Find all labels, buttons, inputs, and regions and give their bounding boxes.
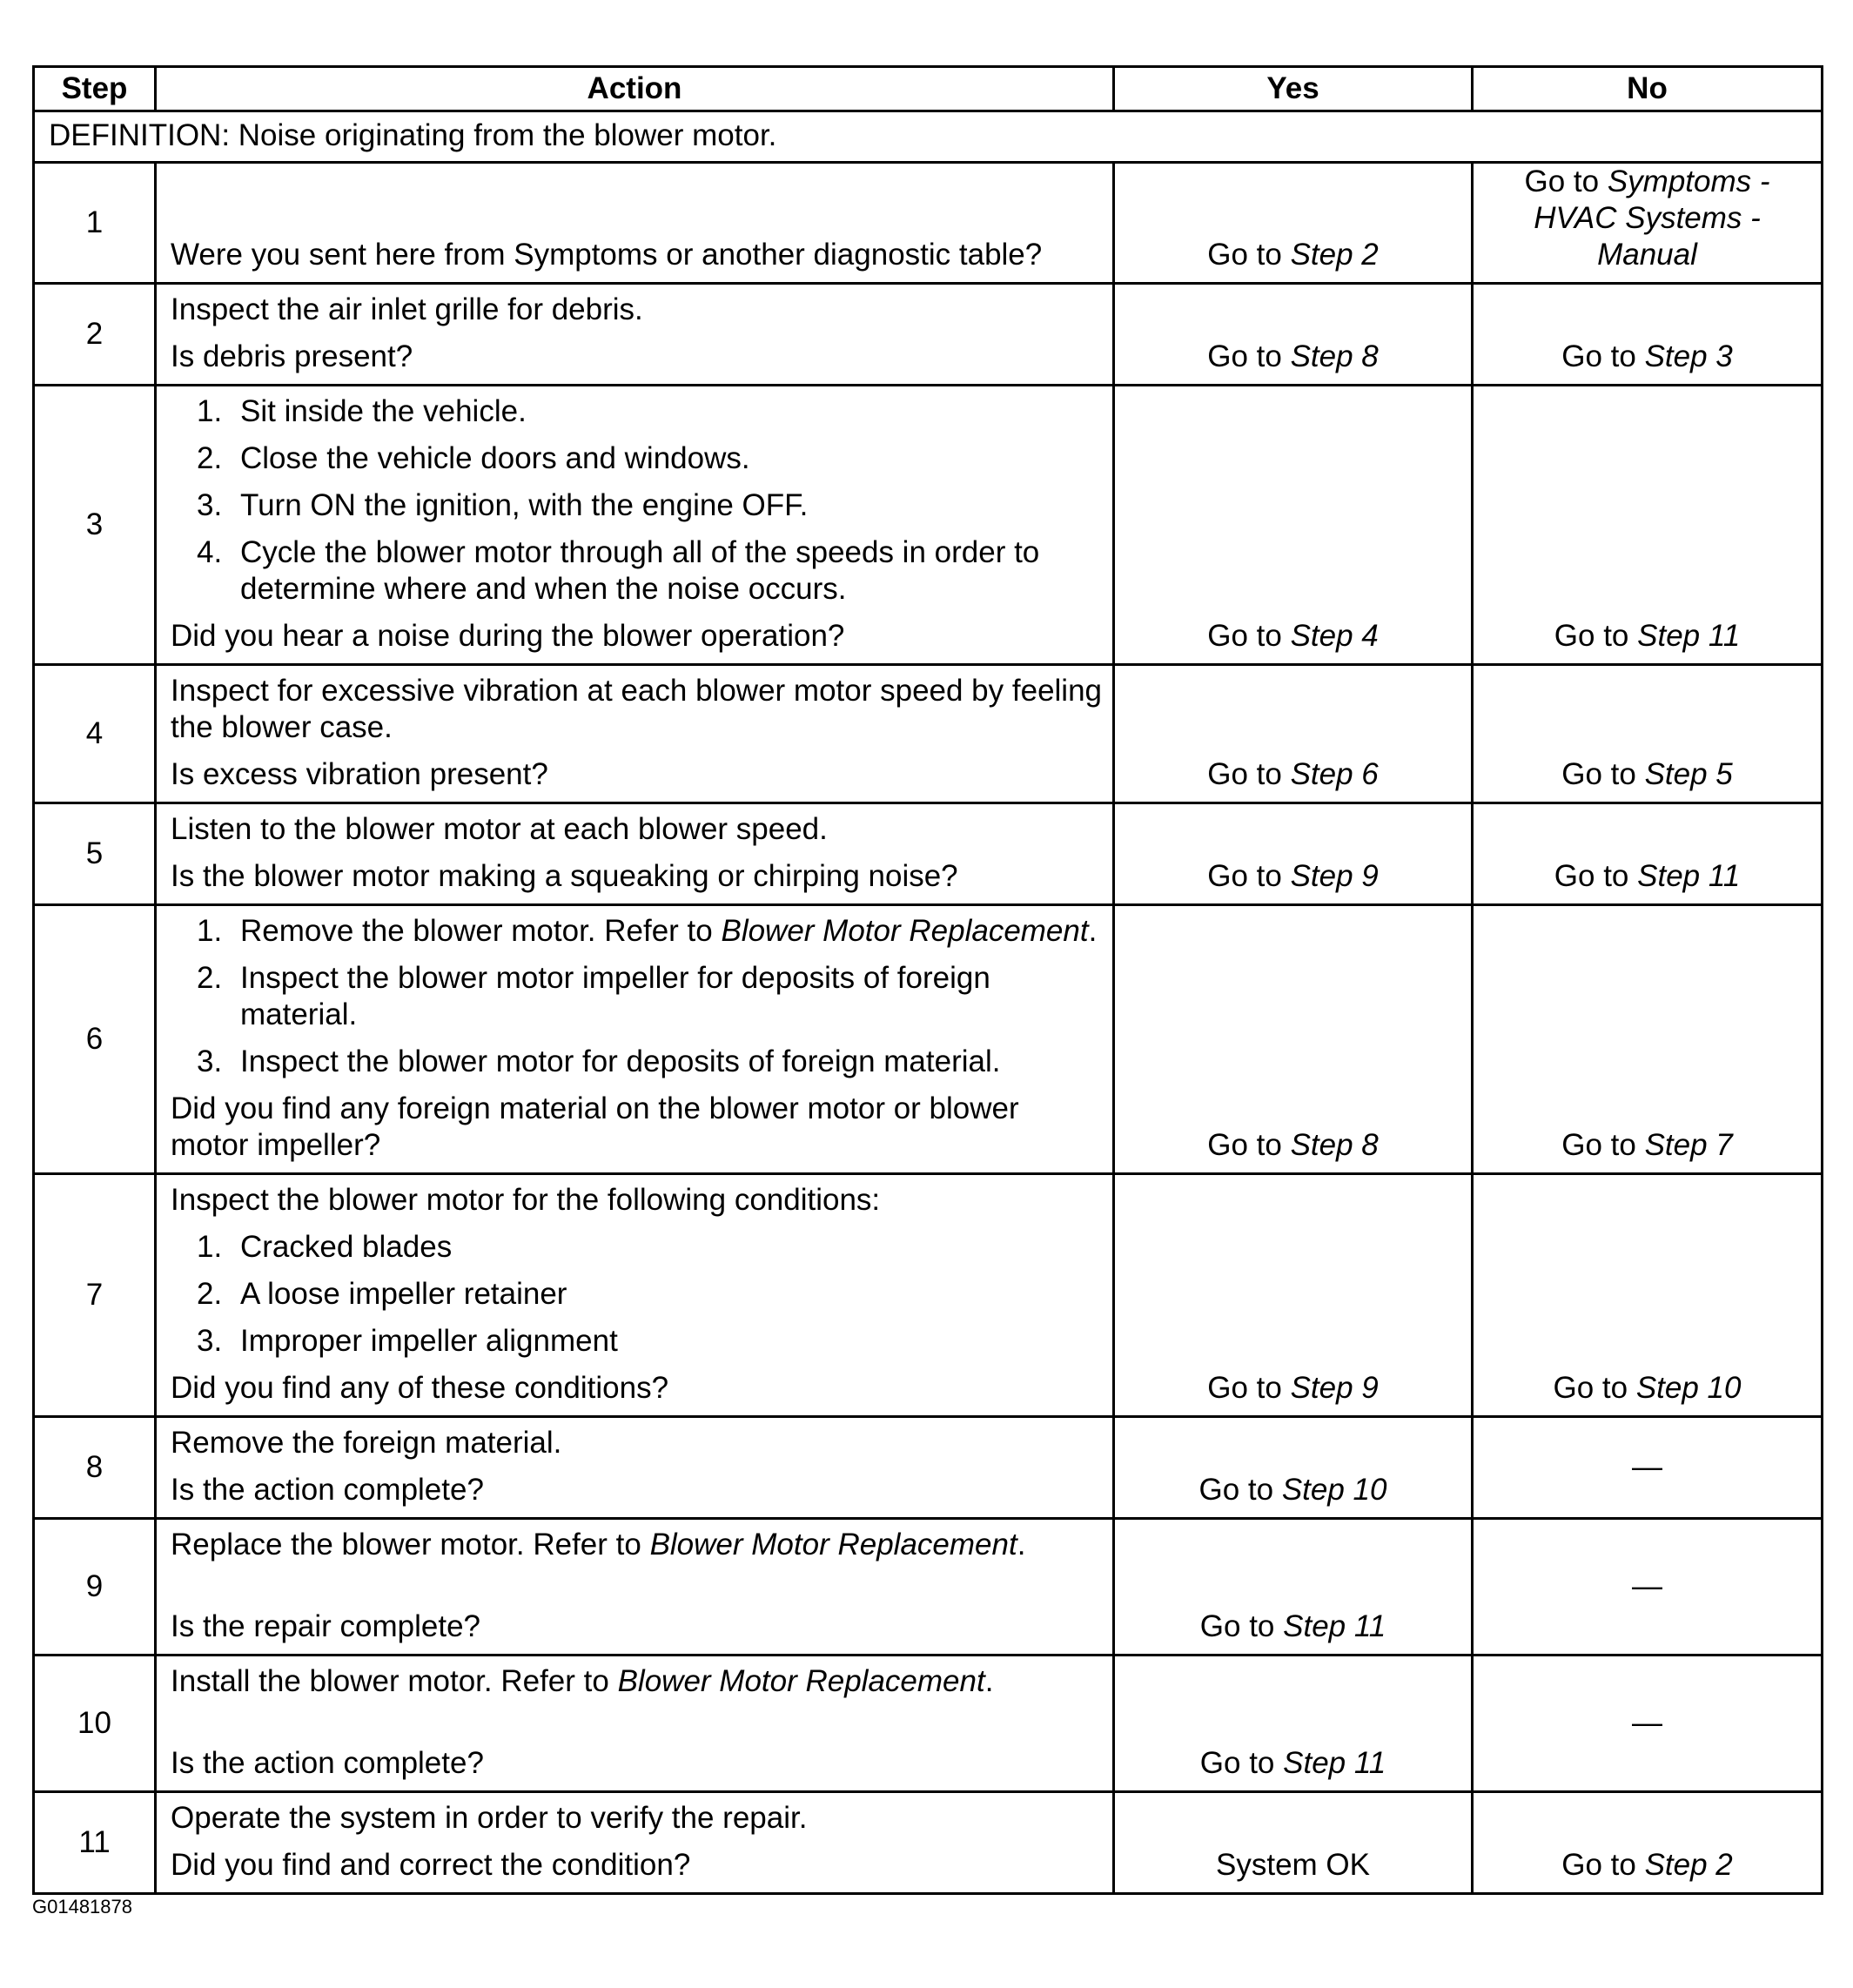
action-list-item (171, 487, 1102, 524)
step-number: 1 (34, 163, 156, 284)
action-text: Close the vehicle doors and windows. (240, 441, 750, 475)
action-text-suffix: . (1088, 914, 1098, 948)
step-number: 7 (34, 1174, 156, 1417)
action-text: A loose impeller retainer (240, 1277, 567, 1311)
list-text (240, 1230, 452, 1264)
table-row (34, 665, 1823, 803)
action-list-item (171, 1323, 1102, 1360)
no-text: Go to (1561, 757, 1645, 791)
header-action: Action (156, 67, 1114, 111)
action-text: Inspect for excessive vibration at each blower motor speed by feeling the blower case. (171, 674, 1103, 744)
action-line (171, 756, 1102, 793)
no-step-ref: Step 11 (1637, 619, 1741, 653)
action-text: Improper impeller alignment (240, 1324, 618, 1358)
yes-result (1114, 665, 1473, 803)
action-cell (156, 1792, 1114, 1894)
list-text (240, 535, 1039, 606)
no-result (1473, 1519, 1823, 1656)
action-list-item (171, 534, 1102, 608)
action-cell (156, 1417, 1114, 1519)
action-line (171, 237, 1102, 273)
list-number: 2. (197, 441, 223, 475)
step-number: 5 (34, 803, 156, 905)
list-text (240, 1324, 618, 1358)
header-row (34, 67, 1823, 111)
action-text: Cracked blades (240, 1230, 453, 1264)
no-result (1473, 163, 1823, 284)
action-line (171, 673, 1102, 746)
no-result (1473, 905, 1823, 1174)
step-number: 6 (34, 905, 156, 1174)
no-text: Go to (1553, 1371, 1636, 1405)
list-number: 3. (197, 488, 223, 522)
no-text: Go to (1561, 1848, 1645, 1882)
action-cell (156, 803, 1114, 905)
action-list-item (171, 393, 1102, 430)
yes-result (1114, 803, 1473, 905)
table-body (34, 111, 1823, 1894)
step-number: 8 (34, 1417, 156, 1519)
action-line (171, 1800, 1102, 1837)
no-text: Go to (1561, 339, 1645, 373)
action-text: Did you find any of these conditions? (171, 1371, 669, 1405)
list-text (240, 961, 990, 1031)
action-line (171, 811, 1102, 848)
figure-id: G01481878 (32, 1896, 132, 1917)
no-result (1473, 1174, 1823, 1417)
yes-result (1114, 284, 1473, 386)
table-row (34, 1417, 1823, 1519)
action-line (171, 1609, 1102, 1645)
no-text: — (1632, 1706, 1662, 1740)
yes-result (1114, 1792, 1473, 1894)
definition: DEFINITION: Noise originating from the blower motor. (34, 111, 1823, 163)
no-step-ref: Step 2 (1644, 1848, 1733, 1882)
action-line (171, 858, 1102, 895)
yes-step-ref: Step 11 (1283, 1609, 1386, 1643)
action-cell (156, 1656, 1114, 1792)
step-number: 3 (34, 386, 156, 665)
action-cell (156, 665, 1114, 803)
no-text: Go to (1554, 859, 1638, 893)
yes-text: Go to (1207, 1128, 1291, 1162)
list-number: 3. (197, 1324, 223, 1358)
action-list-item (171, 1229, 1102, 1266)
yes-text: Go to (1207, 859, 1291, 893)
definition-row (34, 111, 1823, 163)
diagnostic-table (32, 65, 1823, 1895)
no-step-ref: Step 7 (1644, 1128, 1733, 1162)
step-number: 9 (34, 1519, 156, 1656)
yes-result (1114, 905, 1473, 1174)
header-no: No (1473, 67, 1823, 111)
action-text: Remove the blower motor. Refer to (240, 914, 722, 948)
step-number: 2 (34, 284, 156, 386)
list-text (240, 1044, 1000, 1078)
table-row (34, 1792, 1823, 1894)
action-list-item (171, 440, 1102, 477)
no-result (1473, 803, 1823, 905)
no-text: Go to (1554, 619, 1638, 653)
step-number: 4 (34, 665, 156, 803)
reference-link-text: Blower Motor Replacement (617, 1664, 985, 1698)
action-line (171, 1527, 1102, 1563)
action-text: Cycle the blower motor through all of the speeds in order to determine where and when the noise occurs. (240, 535, 1040, 606)
yes-step-ref: Step 8 (1290, 339, 1379, 373)
yes-text: Go to (1198, 1473, 1282, 1507)
yes-text: Go to (1207, 619, 1291, 653)
table-row (34, 1656, 1823, 1792)
no-step-ref: Symptoms - HVAC Systems - Manual (1534, 165, 1770, 272)
yes-step-ref: Step 9 (1290, 859, 1379, 893)
action-cell (156, 386, 1114, 665)
no-result (1473, 1417, 1823, 1519)
yes-step-ref: Step 2 (1290, 238, 1379, 272)
yes-text: Go to (1207, 757, 1291, 791)
no-text: Go to (1561, 1128, 1645, 1162)
yes-step-ref: Step 8 (1290, 1128, 1379, 1162)
yes-text: System OK (1216, 1848, 1370, 1882)
yes-step-ref: Step 9 (1290, 1371, 1379, 1405)
step-number: 11 (34, 1792, 156, 1894)
list-number: 3. (197, 1044, 223, 1078)
action-line (171, 1745, 1102, 1782)
action-text: Were you sent here from Symptoms or another diagnostic table? (171, 238, 1043, 272)
action-text: Inspect the blower motor impeller for deposits of foreign material. (240, 961, 990, 1031)
action-text: Operate the system in order to verify the repair. (171, 1801, 808, 1835)
list-text (240, 1277, 567, 1311)
list-number: 1. (197, 394, 223, 428)
reference-link-text: Blower Motor Replacement (721, 914, 1089, 948)
action-text: Is the action complete? (171, 1473, 484, 1507)
no-step-ref: Step 10 (1635, 1371, 1742, 1405)
list-number: 2. (197, 961, 223, 995)
action-cell (156, 163, 1114, 284)
no-result (1473, 1792, 1823, 1894)
action-list-item (171, 960, 1102, 1033)
list-number: 1. (197, 1230, 223, 1264)
action-text: Is debris present? (171, 339, 413, 373)
action-line (171, 618, 1102, 655)
action-line (171, 1182, 1102, 1219)
list-text (240, 394, 527, 428)
yes-step-ref: Step 10 (1281, 1473, 1387, 1507)
no-result (1473, 284, 1823, 386)
yes-text: Go to (1207, 339, 1291, 373)
list-text (240, 441, 750, 475)
action-line (171, 339, 1102, 375)
yes-result (1114, 1417, 1473, 1519)
list-text (240, 488, 808, 522)
no-result (1473, 1656, 1823, 1792)
action-cell (156, 905, 1114, 1174)
table-row (34, 803, 1823, 905)
action-text: Install the blower motor. Refer to (171, 1664, 618, 1698)
yes-result (1114, 1519, 1473, 1656)
action-text: Inspect the blower motor for deposits of foreign material. (240, 1044, 1001, 1078)
table-row (34, 1174, 1823, 1417)
action-text: Replace the blower motor. Refer to (171, 1528, 650, 1562)
reference-link-text: Blower Motor Replacement (649, 1528, 1017, 1562)
action-text: Is the blower motor making a squeaking or chirping noise? (171, 859, 958, 893)
action-line (171, 292, 1102, 328)
action-list-item (171, 1044, 1102, 1080)
action-text: Inspect the air inlet grille for debris. (171, 292, 643, 326)
no-step-ref: Step 5 (1644, 757, 1733, 791)
action-text: Sit inside the vehicle. (240, 394, 527, 428)
yes-text: Go to (1207, 1371, 1291, 1405)
table-row (34, 284, 1823, 386)
table-row (34, 386, 1823, 665)
action-line (171, 1370, 1102, 1407)
yes-step-ref: Step 4 (1290, 619, 1379, 653)
no-text: Go to (1524, 165, 1608, 198)
action-text-suffix: . (1017, 1528, 1026, 1562)
yes-text: Go to (1199, 1746, 1284, 1780)
yes-step-ref: Step 11 (1283, 1746, 1386, 1780)
header-step: Step (34, 67, 156, 111)
list-number: 1. (197, 914, 223, 948)
action-text-suffix: . (984, 1664, 994, 1698)
action-text: Inspect the blower motor for the following conditions: (171, 1183, 881, 1217)
yes-step-ref: Step 6 (1290, 757, 1379, 791)
action-line (171, 1663, 1102, 1700)
no-step-ref: Step 3 (1644, 339, 1733, 373)
action-text: Did you find any foreign material on the blower motor or blower motor impeller? (171, 1091, 1019, 1162)
action-line (171, 1472, 1102, 1508)
action-text: Is the action complete? (171, 1746, 484, 1780)
no-result (1473, 386, 1823, 665)
list-number: 4. (197, 535, 223, 569)
list-text (240, 914, 1097, 948)
yes-result (1114, 386, 1473, 665)
step-number: 10 (34, 1656, 156, 1792)
action-list-item (171, 913, 1102, 950)
header-yes: Yes (1114, 67, 1473, 111)
table-row (34, 1519, 1823, 1656)
action-text: Listen to the blower motor at each blower speed. (171, 812, 828, 846)
yes-result (1114, 1656, 1473, 1792)
action-text: Turn ON the ignition, with the engine OFF. (240, 488, 809, 522)
action-cell (156, 1519, 1114, 1656)
action-line (171, 1425, 1102, 1461)
action-text: Is the repair complete? (171, 1609, 481, 1643)
yes-result (1114, 163, 1473, 284)
action-text: Is excess vibration present? (171, 757, 548, 791)
no-result (1473, 665, 1823, 803)
action-line (171, 1847, 1102, 1884)
action-text: Did you find and correct the condition? (171, 1848, 691, 1882)
action-cell (156, 284, 1114, 386)
table-row (34, 163, 1823, 284)
table-row (34, 905, 1823, 1174)
yes-result (1114, 1174, 1473, 1417)
list-number: 2. (197, 1277, 223, 1311)
yes-text: Go to (1207, 238, 1291, 272)
action-list-item (171, 1276, 1102, 1313)
yes-text: Go to (1199, 1609, 1284, 1643)
action-cell (156, 1174, 1114, 1417)
action-text: Did you hear a noise during the blower operation? (171, 619, 845, 653)
no-text: — (1632, 1569, 1662, 1603)
action-line (171, 1091, 1102, 1164)
no-text: — (1632, 1450, 1662, 1484)
no-step-ref: Step 11 (1637, 859, 1741, 893)
action-text: Remove the foreign material. (171, 1426, 562, 1460)
